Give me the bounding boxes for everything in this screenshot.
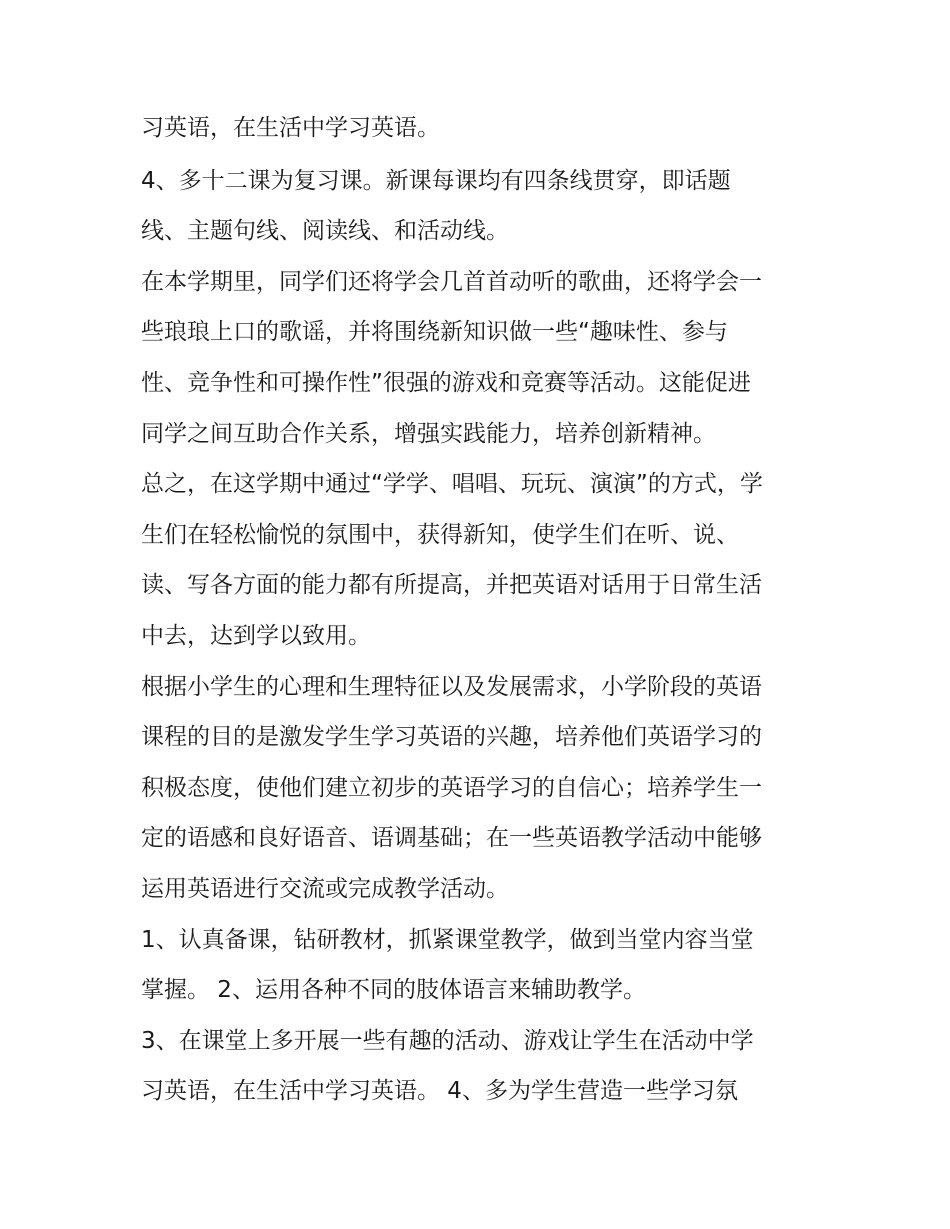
text-line: 习英语，在生活中学习英语。 bbox=[141, 115, 440, 141]
text-line: 些琅琅上口的歌谣，并将围绕新知识做一些“趣味性、参与 bbox=[141, 319, 728, 345]
text-line: 中去，达到学以致用。 bbox=[141, 623, 371, 649]
text-line: 生们在轻松愉悦的氛围中，获得新知，使学生们在听、说、 bbox=[141, 522, 739, 548]
text-line: 课程的目的是激发学生学习英语的兴趣，培养他们英语学习的 bbox=[141, 724, 762, 750]
text-line: 线、主题句线、阅读线、和活动线。 bbox=[141, 218, 509, 244]
text-line: 积极态度，使他们建立初步的英语学习的自信心；培养学生一 bbox=[141, 775, 762, 801]
text-line: 4、多十二课为复习课。新课每课均有四条线贯穿，即话题 bbox=[141, 168, 731, 194]
text-line: 运用英语进行交流或完成教学活动。 bbox=[141, 876, 509, 902]
text-line: 性、竞争性和可操作性”很强的游戏和竞赛等活动。这能促进 bbox=[141, 370, 751, 396]
text-line: 习英语，在生活中学习英语。 4、多为学生营造一些学习氛 bbox=[141, 1078, 738, 1104]
text-line: 在本学期里，同学们还将学会几首首动听的歌曲，还将学会一 bbox=[141, 269, 762, 295]
text-line: 同学之间互助合作关系，增强实践能力，培养创新精神。 bbox=[141, 421, 716, 447]
text-line: 掌握。 2、运用各种不同的肢体语言来辅助教学。 bbox=[141, 977, 646, 1003]
text-line: 3、在课堂上多开展一些有趣的活动、游戏让学生在活动中学 bbox=[141, 1028, 754, 1054]
text-line: 定的语感和良好语音、语调基础；在一些英语教学活动中能够 bbox=[141, 825, 762, 851]
text-line: 根据小学生的心理和生理特征以及发展需求，小学阶段的英语 bbox=[141, 674, 762, 700]
text-line: 读、写各方面的能力都有所提高，并把英语对话用于日常生活 bbox=[141, 572, 762, 598]
text-line: 总之，在这学期中通过“学学、唱唱、玩玩、演演”的方式，学 bbox=[141, 471, 763, 497]
text-line: 1、认真备课，钻研教材，抓紧课堂教学，做到当堂内容当堂 bbox=[141, 927, 754, 953]
